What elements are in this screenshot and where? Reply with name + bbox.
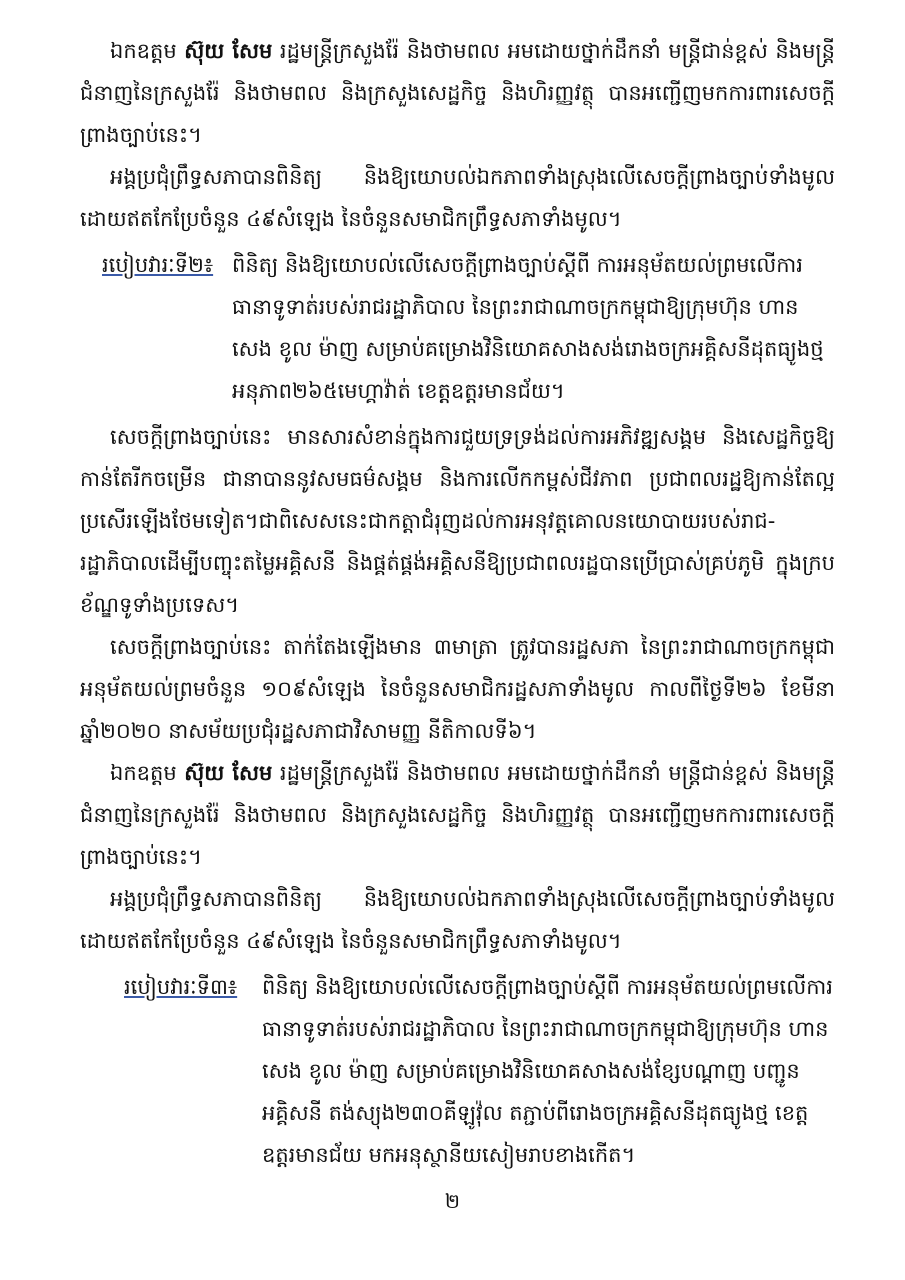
paragraph-5: សេចក្តីព្រាងច្បាប់នេះ តាក់តែងឡើងមាន ៣មាត្រា ត្រូវបានរដ្ឋសភា នៃព្រះរាជាណាចក្រកម្ពុជា អនុម័តយល់ព្រមចំនួន ១០៩សំឡេង នៃចំនួនសមាជិករដ្ឋសភាទាំងមូល កាលពីថ្ងៃទី២៦ ខែមីនា ឆ្នាំ២០២០ នាសម័យប្រជុំរដ្ឋសភាជាវិសាមញ្ញ នីតិកាលទី៦។ [80,635,835,743]
paragraph-4: សេចក្តីព្រាងច្បាប់នេះ មានសារសំខាន់ក្នុងការជួយទ្រទ្រង់ដល់ការអភិវឌ្ឍសង្គម និងសេដ្ឋកិច្ចឱ្យកាន់តែរីកចម្រើន ជានាបាននូវសមធម៌សង្គម និងការលើកកម្ពស់ជីវភាព ប្រជាពលរដ្ឋឱ្យកាន់តែល្អប្រសើរឡើងថែមទៀត។ជាពិសេសនេះជាកត្តាជំរុញដល់ការអនុវត្តគោលនយោបាយរបស់រាជ-រដ្ឋាភិបាលដើម្បីបញ្ចុះតម្លៃអគ្គិសនី និងផ្គត់ផ្គង់អគ្គិសនីឱ្យប្រជាពលរដ្ឋបានប្រើប្រាស់គ្រប់ភូមិ ក្នុងក្របខ័ណ្ឌទូទាំងប្រទេស។ [80,425,835,617]
minister-name: ស៊ុយ សែម [184,39,273,63]
agenda-item-2 [80,244,835,412]
paragraph-6-body: រដ្ឋមន្ត្រីក្រសួងរ៉ែ និងថាមពល អមដោយថ្នាក់ដឹកនាំ មន្ត្រីជាន់ខ្ពស់ និងមន្ត្រីជំនាញនៃក្រសួងរ៉ែ និងថាមពល និងក្រសួងសេដ្ឋកិច្ច និងហិរញ្ញវត្ថុ បានអញ្ជើញមកការពារសេចក្តីព្រាងច្បាប់នេះ។ [80,761,836,869]
agenda-item-3-text: ពិនិត្យ និងឱ្យយោបល់លើសេចក្តីព្រាងច្បាប់ស្តីពី ការអនុម័តយល់ព្រមលើការ ធានាទូទាត់របស់រាជរដ្ឋាភិបាល នៃព្រះរាជាណាចក្រកម្ពុជាឱ្យក្រុមហ៊ុន ហាន សេង ខូល ម៉ាញ សម្រាប់គម្រោងវិនិយោគសាងសង់ខ្សែបណ្តាញ បញ្ជូនអគ្គិសនី តង់ស្យុង២៣០គីឡូវ៉ុល តភ្ជាប់ពីរោងចក្រអគ្គិសនីដុតធ្យូងថ្ម ខេត្តឧត្តរមានជ័យ មកអនុស្ថានីយសៀមរាបខាងកើត។ [262,975,833,1167]
minister-name-2: ស៊ុយ សែម [184,761,273,785]
paragraph-6-prefix: ឯកឧត្តម [110,761,185,785]
paragraph-1-prefix: ឯកឧត្តម [110,39,185,63]
paragraph-6 [80,752,835,878]
paragraph-2: អង្គប្រជុំព្រឹទ្ធសភាបានពិនិត្យ និងឱ្យយោបល់ឯកភាពទាំងស្រុងលើសេចក្តីព្រាងច្បាប់ទាំងមូល ដោយឥតកែប្រែចំនួន ៤៩សំឡេង នៃចំនួនសមាជិកព្រឹទ្ធសភាទាំងមូល។ [80,165,835,231]
agenda-item-3 [80,966,835,1176]
agenda-item-2-text: ពិនិត្យ និងឱ្យយោបល់លើសេចក្តីព្រាងច្បាប់ស្តីពី ការអនុម័តយល់ព្រមលើការ ធានាទូទាត់របស់រាជរដ្ឋាភិបាល នៃព្រះរាជាណាចក្រកម្ពុជាឱ្យក្រុមហ៊ុន ហាន សេង ខូល ម៉ាញ សម្រាប់គម្រោងវិនិយោគសាងសង់រោងចក្រអគ្គិសនីដុតធ្យូងថ្ម អនុភាព២៦៥មេហ្គាវ៉ាត់ ខេត្តឧត្តរមានជ័យ។ [232,253,824,403]
agenda-item-3-label: របៀបវារៈទី៣៖ [124,975,238,999]
paragraph-1 [80,30,835,156]
paragraph-7: អង្គប្រជុំព្រឹទ្ធសភាបានពិនិត្យ និងឱ្យយោបល់ឯកភាពទាំងស្រុងលើសេចក្តីព្រាងច្បាប់ទាំងមូល ដោយឥតកែប្រែចំនួន ៤៩សំឡេង នៃចំនួនសមាជិកព្រឹទ្ធសភាទាំងមូល។ [80,887,835,953]
agenda-item-2-label: របៀបវារៈទី២៖ [102,253,214,277]
page-number: ២ [444,1189,461,1213]
paragraph-1-body: រដ្ឋមន្ត្រីក្រសួងរ៉ែ និងថាមពល អមដោយថ្នាក់ដឹកនាំ មន្ត្រីជាន់ខ្ពស់ និងមន្ត្រីជំនាញនៃក្រសួងរ៉ែ និងថាមពល និងក្រសួងសេដ្ឋកិច្ច និងហិរញ្ញវត្ថុ បានអញ្ជើញមកការពារសេចក្តីព្រាងច្បាប់នេះ។ [80,39,836,147]
